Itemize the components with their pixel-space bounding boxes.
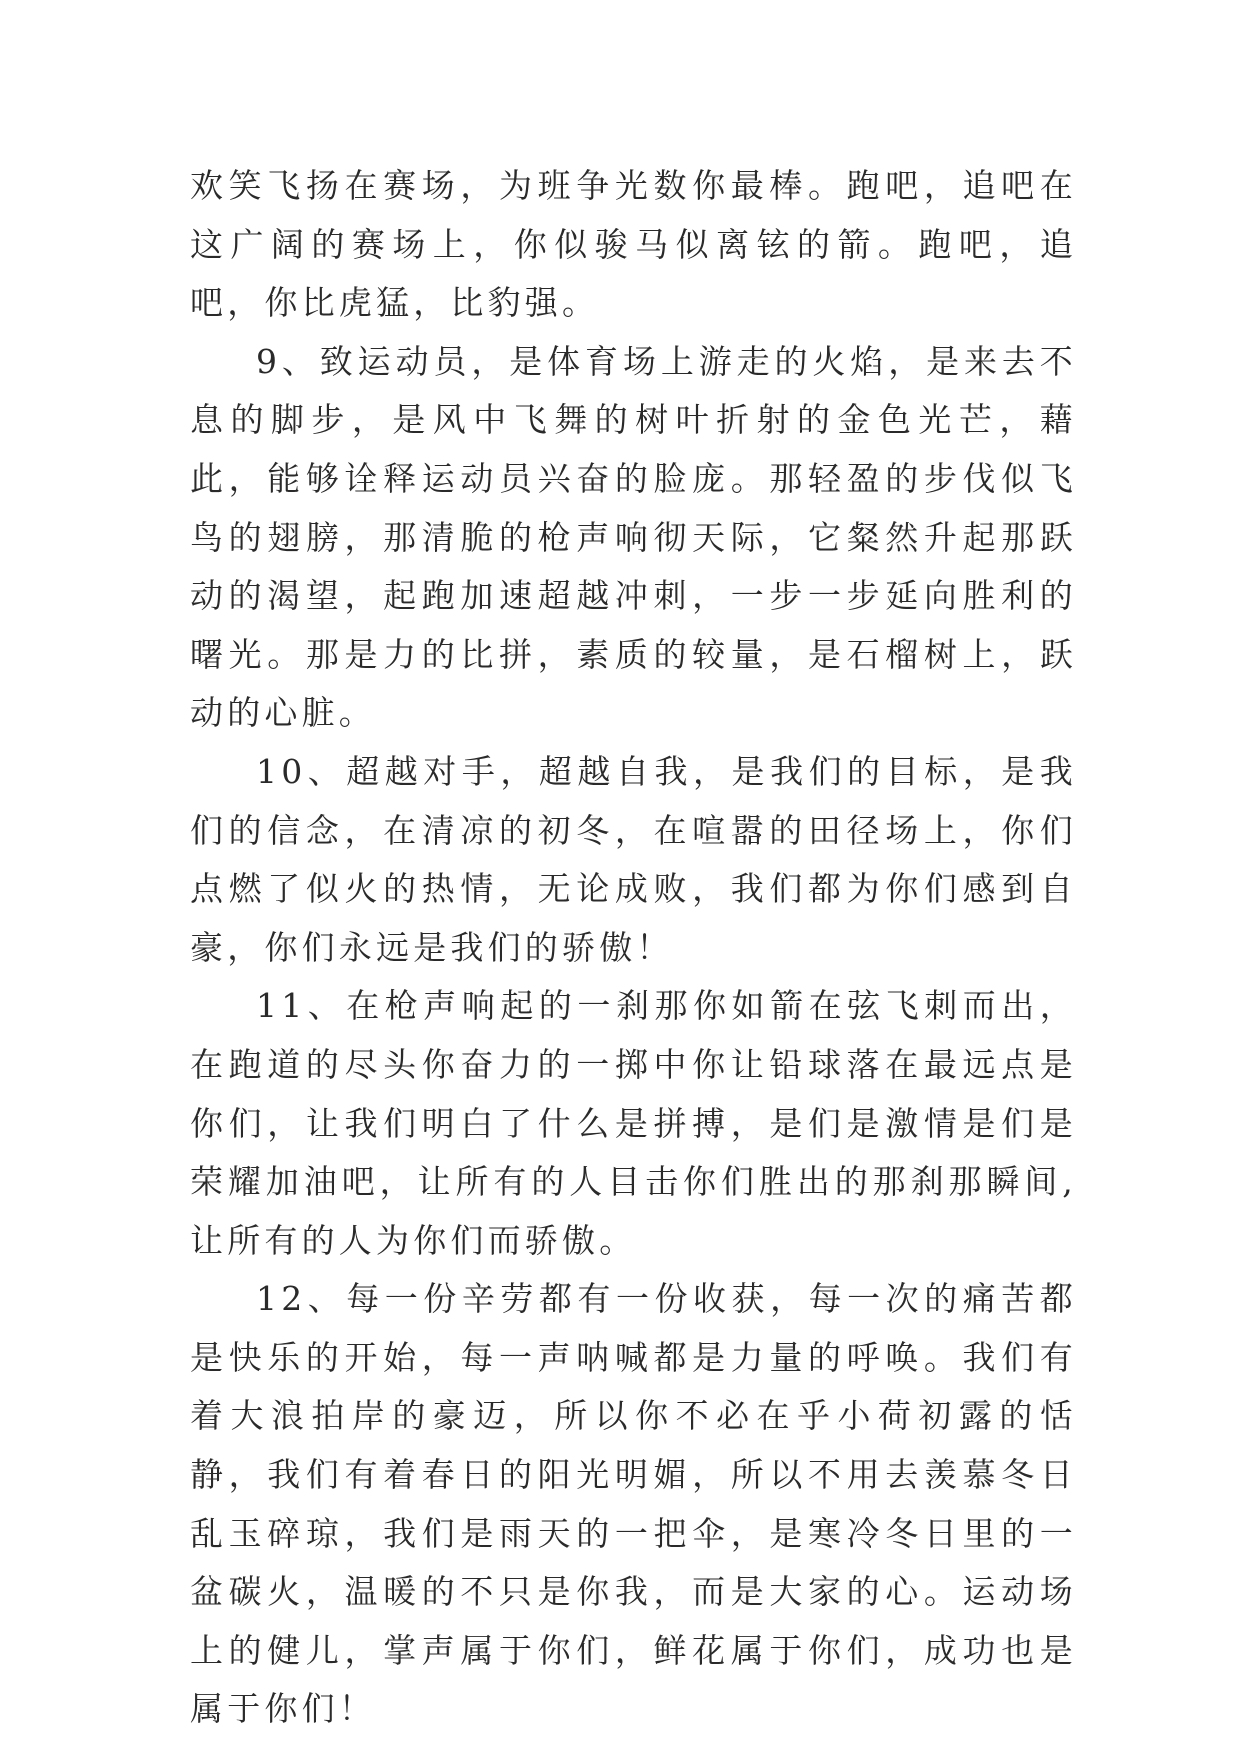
paragraph-item-9: 9、致运动员，是体育场上游走的火焰，是来去不息的脚步，是风中飞舞的树叶折射的金色光芒，藉此，能够诠释运动员兴奋的脸庞。那轻盈的步伐似飞鸟的翅膀，那清脆的枪声响彻天际，它粲然升起那跃动的渴望，起跑加速超越冲刺，一步一步延向胜利的曙光。那是力的比拼，素质的较量，是石榴树上，跃动的心脏。 <box>190 341 1077 733</box>
document-body <box>190 157 1077 1739</box>
paragraph-continued: 欢笑飞扬在赛场，为班争光数你最棒。跑吧，追吧在这广阔的赛场上，你似骏马似离铉的箭。跑吧，追吧，你比虎猛，比豹强。 <box>190 166 1077 323</box>
paragraph-item-12: 12、每一份辛劳都有一份收获，每一次的痛苦都是快乐的开始，每一声呐喊都是力量的呼唤。我们有着大浪拍岸的豪迈，所以你不必在乎小荷初露的恬静，我们有着春日的阳光明媚，所以不用去羡慕冬日乱玉碎琼，我们是雨天的一把伞，是寒冷冬日里的一盆碳火，温暖的不只是你我，而是大家的心。运动场上的健儿，掌声属于你们，鲜花属于你们，成功也是属于你们！ <box>190 1279 1077 1729</box>
paragraph-item-11: 11、在枪声响起的一刹那你如箭在弦飞刺而出，在跑道的尽头你奋力的一掷中你让铅球落在最远点是你们，让我们明白了什么是拼搏，是们是激情是们是荣耀加油吧，让所有的人目击你们胜出的那刹那瞬间,让所有的人为你们而骄傲。 <box>190 986 1077 1260</box>
paragraph-item-10: 10、超越对手，超越自我，是我们的目标，是我们的信念，在清凉的初冬，在喧嚣的田径场上，你们点燃了似火的热情，无论成败，我们都为你们感到自豪，你们永远是我们的骄傲！ <box>190 751 1077 967</box>
